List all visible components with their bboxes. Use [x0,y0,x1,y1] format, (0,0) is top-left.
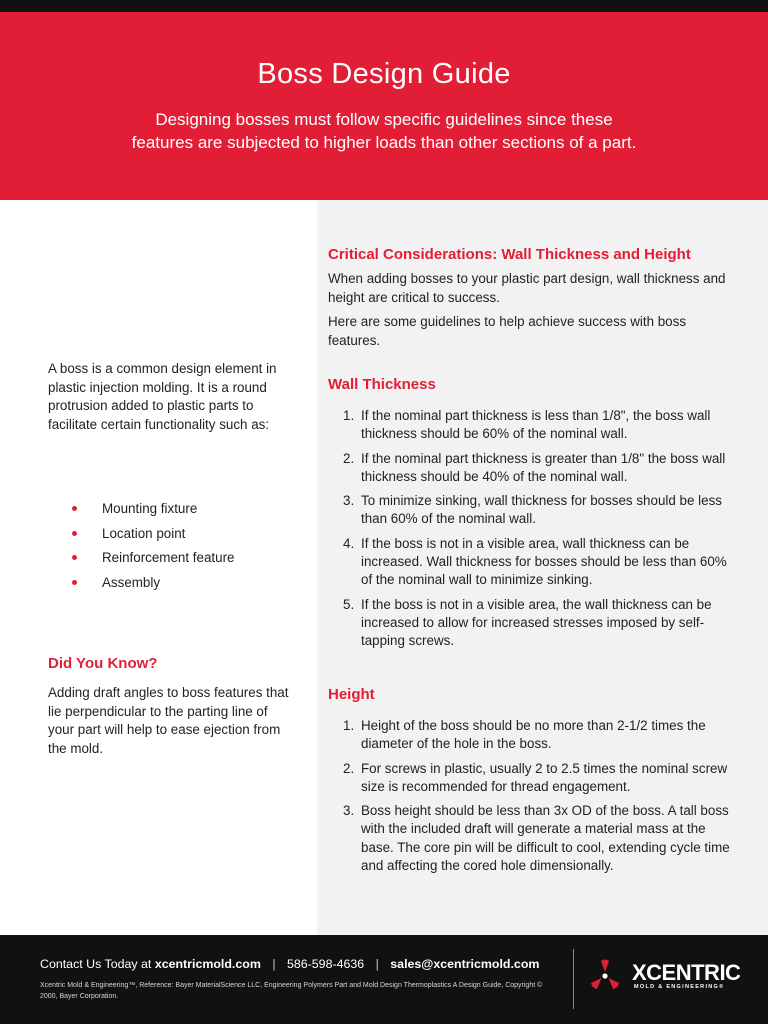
logo-tagline: MOLD & ENGINEERING® [634,984,725,990]
bullet-icon [72,555,77,560]
bullet-icon [72,531,77,536]
list-item: 4. If the boss is not in a visible area, wall thickness can be increased. Wall thickness for bosses should be less than 60% of the nominal wall to minimize sinking. [343,535,727,588]
wall-thickness-heading: Wall Thickness [328,376,436,393]
right-column [317,200,768,935]
xcentric-logo-icon [587,957,623,993]
intro-text: A boss is a common design element in plastic injection molding. It is a round protrusion added to plastic parts to facilitate certain functionality such as: [48,361,277,432]
list-item: 1. Height of the boss should be no more than 2-1/2 times the diameter of the hole in the boss. [343,718,706,752]
critical-paragraph-1: When adding bosses to your plastic part design, wall thickness and height are critical to success. [328,271,726,305]
height-list [328,717,738,875]
list-item: 2. For screws in plastic, usually 2 to 2.5 times the nominal screw size is recommended for thread engagement. [343,760,728,794]
critical-heading: Critical Considerations: Wall Thickness and Height [328,246,691,263]
list-item: 5. If the boss is not in a visible area, the wall thickness can be increased to allow for increased stresses imposed by self-tapping screws. [343,596,712,649]
phone-number[interactable]: 586-598-4636 [286,957,365,971]
list-item: 3. Boss height should be less than 3x OD of the boss. A tall boss with the included draft will generate a material mass at the base. The core pin will be difficult to cool, extending cycle time and affecting the cored hole dimensionally. [343,803,730,874]
wall-thickness-list [328,407,738,651]
left-column [0,200,317,935]
website-link[interactable]: xcentricmold.com [154,957,261,971]
height-heading: Height [328,686,375,703]
top-bar [0,0,768,12]
critical-paragraph-2: Here are some guidelines to help achieve success with boss features. [328,314,687,348]
did-you-know-heading: Did You Know? [48,655,158,672]
list-item: 3. To minimize sinking, wall thickness for bosses should be less than 60% of the nominal wall. [343,493,722,527]
bullet-icon [72,506,77,511]
separator: | [375,957,379,971]
page-header [0,12,768,200]
list-item: Mounting fixture [72,500,235,525]
list-item: 1. If the nominal part thickness is less than 1/8", the boss wall thickness should be 60% of the nominal wall. [343,408,711,442]
email-link[interactable]: sales@xcentricmold.com [390,957,540,971]
page-footer [0,935,768,1024]
list-item: Assembly [72,574,235,599]
page-title: Boss Design Guide [257,58,511,90]
did-you-know-text: Adding draft angles to boss features that lie perpendicular to the parting line of your part will help to ease ejection from the mold. [48,685,289,756]
functionality-list [72,500,235,598]
reference-note: Xcentric Mold & Engineering™, Reference: Bayer MaterialScience LLC, Engineering Polymers Part and Mold Design Thermoplastics A Design Guide, Copyright © 2000, Bayer Corporation. [40,982,543,1000]
list-item: 2. If the nominal part thickness is greater than 1/8" the boss wall thickness should be 40% of the nominal wall. [343,450,726,484]
separator: | [272,957,276,971]
page-subtitle: Designing bosses must follow specific guidelines since these features are subjected to higher loads than other sections of a part. [131,110,637,152]
contact-line [40,957,539,971]
list-item: Location point [72,525,235,550]
list-item: Reinforcement feature [72,549,235,574]
logo-wordmark: XCENTRIC [632,960,741,985]
contact-prefix: Contact Us Today at [40,957,152,971]
bullet-icon [72,580,77,585]
divider [573,949,574,1009]
